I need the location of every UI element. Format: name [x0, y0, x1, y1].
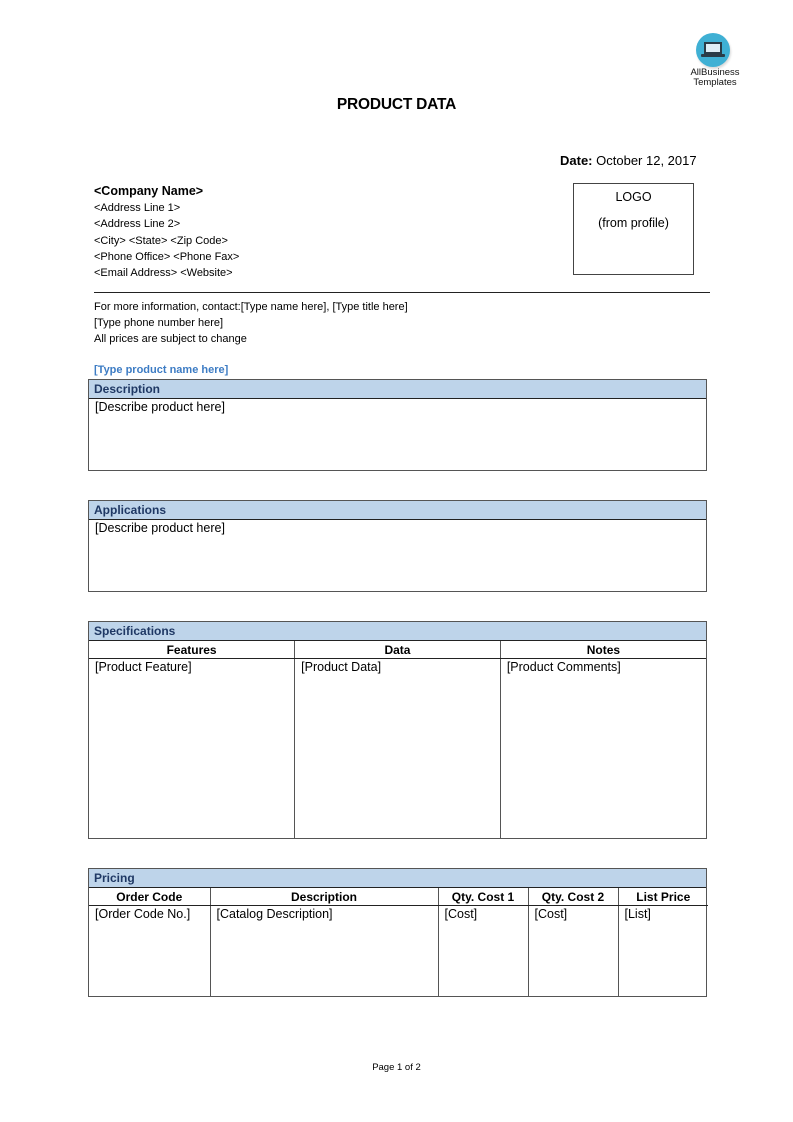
column-header-order-code: Order Code	[89, 888, 210, 906]
description-section	[88, 379, 707, 471]
company-block	[94, 183, 239, 281]
applications-section	[88, 500, 707, 592]
document-title: PRODUCT DATA	[336, 96, 457, 113]
phone-line: <Phone Office> <Phone Fax>	[94, 250, 240, 263]
brand-line-2: Templates	[693, 77, 737, 88]
phone-placeholder: [Type phone number here]	[94, 317, 224, 329]
laptop-icon	[704, 42, 722, 54]
date-value: October 12, 2017	[596, 153, 697, 168]
brand-name	[680, 68, 750, 88]
column-header-description: Description	[210, 888, 438, 906]
pricing-section	[88, 868, 707, 997]
description-header: Description	[89, 380, 706, 399]
laptop-base-icon	[701, 54, 725, 57]
price-disclaimer: All prices are subject to change	[94, 333, 247, 345]
contact-line: For more information, contact:[Type name here], [Type title here]	[94, 301, 408, 313]
qty-cost-2-cell[interactable]: [Cost]	[528, 906, 618, 998]
notes-cell[interactable]: [Product Comments]	[506, 660, 621, 674]
specifications-table	[89, 641, 706, 839]
column-header-qty-cost-1: Qty. Cost 1	[438, 888, 528, 906]
table-row	[89, 906, 708, 998]
company-name: <Company Name>	[94, 184, 204, 198]
brand-line-1: AllBusiness	[690, 67, 740, 78]
logo-placeholder	[573, 183, 694, 275]
page-number: Page 1 of 2	[372, 1062, 421, 1073]
qty-cost-1-cell[interactable]: [Cost]	[438, 906, 528, 998]
data-cell[interactable]: [Product Data]	[295, 659, 501, 840]
description-body[interactable]: [Describe product here]	[95, 400, 225, 414]
document-date	[560, 153, 697, 168]
product-name[interactable]: [Type product name here]	[94, 364, 229, 376]
column-header-list-price: List Price	[618, 888, 708, 906]
feature-cell[interactable]: [Product Feature]	[89, 659, 295, 840]
table-row	[89, 659, 706, 840]
pricing-header: Pricing	[89, 869, 706, 888]
pricing-header-row	[89, 888, 708, 906]
specifications-section	[88, 621, 707, 839]
date-label: Date:	[560, 153, 593, 168]
catalog-description-cell[interactable]: [Catalog Description]	[210, 906, 438, 998]
column-header-notes: Notes	[500, 641, 706, 659]
allbusiness-logo-icon	[696, 33, 730, 67]
column-header-features: Features	[89, 641, 295, 659]
divider	[94, 292, 710, 293]
column-header-data: Data	[295, 641, 501, 659]
specifications-header: Specifications	[89, 622, 706, 641]
specifications-header-row	[89, 641, 706, 659]
applications-header: Applications	[89, 501, 706, 520]
list-price-cell[interactable]: [List]	[624, 907, 651, 921]
address-line-2: <Address Line 2>	[94, 218, 181, 231]
pricing-table	[89, 888, 708, 997]
order-code-cell[interactable]: [Order Code No.]	[89, 906, 210, 998]
column-header-qty-cost-2: Qty. Cost 2	[528, 888, 618, 906]
contact-block	[94, 299, 408, 347]
email-website-line: <Email Address> <Website>	[94, 267, 233, 280]
applications-body[interactable]: [Describe product here]	[95, 521, 225, 535]
city-state-zip: <City> <State> <Zip Code>	[94, 234, 228, 247]
address-line-1: <Address Line 1>	[94, 202, 181, 214]
logo-placeholder-title: LOGO	[615, 190, 652, 204]
logo-placeholder-note: (from profile)	[598, 216, 669, 230]
